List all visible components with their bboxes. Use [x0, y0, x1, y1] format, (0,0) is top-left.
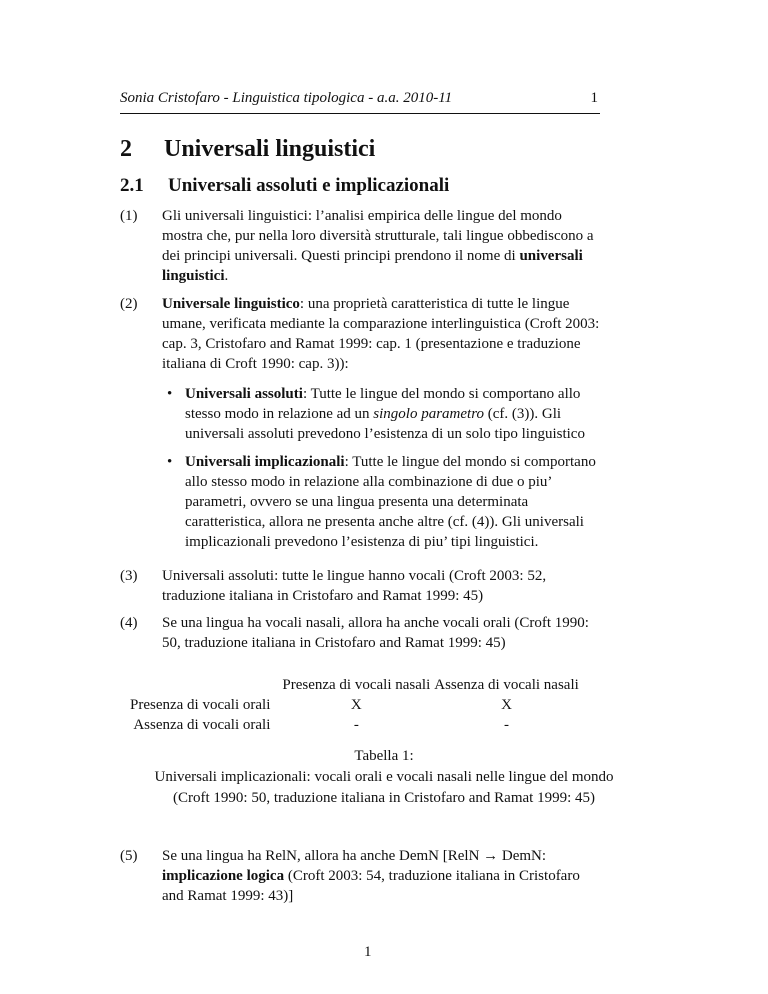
example-text: Universali assoluti: tutte le lingue hanno vocali (Croft 2003: 52, traduzione italiana in Cristofaro and Ramat 1999: 45) — [162, 568, 547, 604]
header-rule — [120, 113, 600, 114]
example-number: (2) — [120, 296, 138, 312]
page-number: 1 — [364, 944, 372, 960]
bullet-icon: • — [167, 386, 173, 402]
table-header-row — [128, 675, 581, 695]
running-header — [120, 90, 600, 107]
subsection-heading — [120, 175, 449, 197]
bullet-icon: • — [167, 454, 173, 470]
bullet-item-implicational: • Universali implicazionali: Tutte le lingue del mondo si comportano allo stesso modo in relazione alla combinazione di due o piu’ parametri, ovvero se una lingua presenta una determinata caratteristica, allora ne presenta anche altre (cf. (4)). Gli universali implicazionali prevedono l’esistenza di piu’ tipi linguistici. — [167, 454, 596, 550]
example-text: Se una lingua ha RelN, allora ha anche DemN [RelN → DemN: implicazione logica (Croft 2003: 54, traduzione italiana in Cristofaro and Ramat 1999: 43)] — [162, 848, 580, 904]
table-row — [128, 715, 581, 735]
section-heading — [120, 136, 375, 163]
example-text: Universale linguistico: una proprietà caratteristica di tutte le lingue umane, verificata mediante la comparazione interlinguistica (Croft 2003: cap. 3, Cristofaro and Ramat 1999: cap. 1 (presentazione e traduzione italiana di Croft 1990: cap. 3)): — [162, 296, 600, 372]
example-2 — [120, 294, 600, 374]
bold-term: universali linguistici — [162, 248, 583, 284]
example-3 — [120, 566, 600, 606]
caption-source: (Croft 1990: 50, traduzione italiana in Cristofaro and Ramat 1999: 45) — [173, 790, 595, 806]
section-title: Universali linguistici — [164, 136, 376, 162]
caption-title: Universali implicazionali: vocali orali e vocali nasali nelle lingue del mondo — [154, 769, 614, 785]
example-number: (3) — [120, 568, 138, 584]
bullet-item-absolute: • Universali assoluti: Tutte le lingue del mondo si comportano allo stesso modo in relazione ad un singolo parametro (cf. (3)). Gli universali assoluti prevedono l’esistenza di un solo tipo linguistico — [167, 386, 585, 442]
example-text: Se una lingua ha vocali nasali, allora ha anche vocali orali (Croft 1990: 50, traduzione italiana in Cristofaro and Ramat 1999: 45) — [162, 615, 589, 651]
row-label: Assenza di vocali orali — [133, 717, 271, 733]
column-header: Assenza di vocali nasali — [434, 677, 579, 693]
italic-term: singolo parametro — [373, 406, 484, 422]
table-cell: X — [350, 697, 362, 713]
bold-term: Universali assoluti — [185, 386, 303, 402]
example-1 — [120, 206, 600, 286]
table-cell: X — [501, 697, 512, 713]
table-row — [128, 695, 581, 715]
caption-label: Tabella 1: — [354, 748, 414, 764]
example-number: (5) — [120, 848, 138, 864]
table-cell: - — [353, 717, 359, 733]
example-text: Gli universali linguistici: l’analisi empirica delle lingue del mondo mostra che, pur nella loro diversità strutturale, tali lingue obbediscono a dei principi universali. Questi principi prendono il nome di universali linguistici. — [162, 208, 594, 284]
example-4 — [120, 613, 600, 653]
table-caption — [120, 746, 648, 809]
example-5 — [120, 846, 600, 906]
bold-term: Universale linguistico — [162, 296, 300, 312]
example-number: (4) — [120, 615, 138, 631]
vowels-table — [128, 675, 581, 735]
header-page-number: 1 — [590, 90, 598, 106]
table-cell: - — [504, 717, 510, 733]
column-header: Presenza di vocali nasali — [282, 677, 431, 693]
bold-term: Universali implicazionali — [185, 454, 345, 470]
subsection-number: 2.1 — [120, 175, 144, 196]
subsection-title: Universali assoluti e implicazionali — [168, 175, 450, 196]
section-number: 2 — [120, 136, 132, 162]
row-label: Presenza di vocali orali — [130, 697, 271, 713]
example-number: (1) — [120, 208, 138, 224]
header-title: Sonia Cristofaro - Linguistica tipologica - a.a. 2010-11 — [120, 90, 453, 106]
bold-term: implicazione logica — [162, 868, 285, 884]
